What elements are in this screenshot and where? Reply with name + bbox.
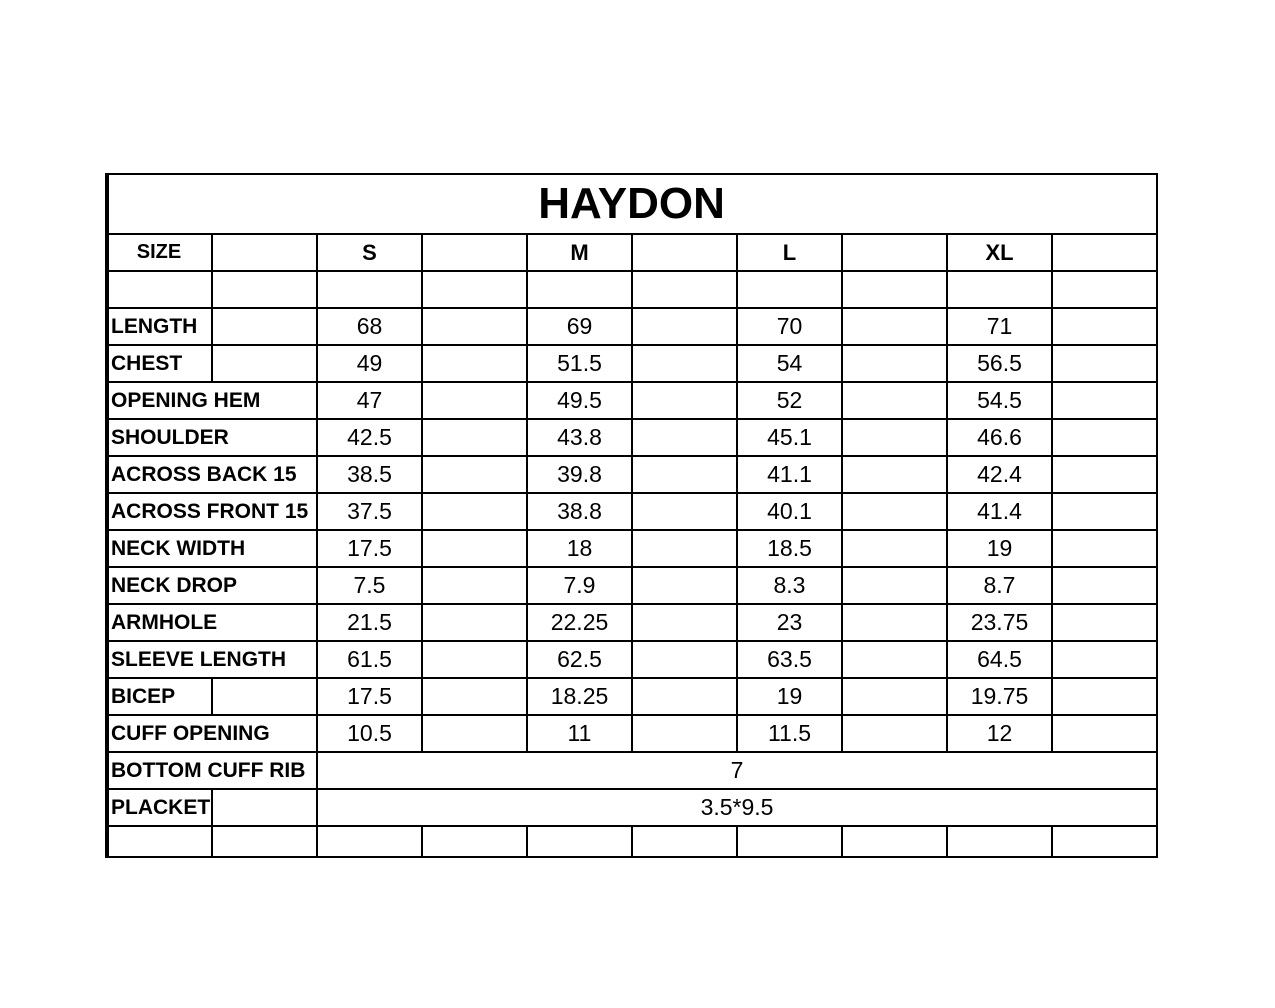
empty-cell (212, 678, 317, 715)
measurement-value: 37.5 (317, 493, 422, 530)
empty-cell (632, 826, 737, 857)
size-header-s: S (317, 234, 422, 271)
empty-cell (1052, 678, 1157, 715)
empty-cell (422, 641, 527, 678)
empty-cell (212, 826, 317, 857)
empty-cell (842, 530, 947, 567)
merged-measurement-row (106, 752, 1157, 789)
empty-cell (422, 604, 527, 641)
empty-cell (632, 308, 737, 345)
measurement-value: 69 (527, 308, 632, 345)
measurement-value: 42.5 (317, 419, 422, 456)
measurement-value: 63.5 (737, 641, 842, 678)
empty-cell (842, 678, 947, 715)
measurement-label: ACROSS BACK 15 (106, 456, 317, 493)
measurement-label: BICEP (106, 678, 212, 715)
measurement-label: CHEST (106, 345, 212, 382)
empty-cell (422, 826, 527, 857)
measurement-value: 8.7 (947, 567, 1052, 604)
empty-cell (737, 826, 842, 857)
empty-cell (1052, 456, 1157, 493)
measurement-value: 54 (737, 345, 842, 382)
empty-cell (1052, 567, 1157, 604)
measurement-value: 71 (947, 308, 1052, 345)
empty-cell (842, 419, 947, 456)
measurement-value: 46.6 (947, 419, 1052, 456)
measurement-label: ACROSS FRONT 15 (106, 493, 317, 530)
measurement-value: 38.8 (527, 493, 632, 530)
empty-cell (842, 641, 947, 678)
empty-cell (632, 456, 737, 493)
blank-row (106, 826, 1157, 857)
measurement-row (106, 382, 1157, 419)
empty-cell (842, 234, 947, 271)
measurement-value: 41.1 (737, 456, 842, 493)
measurement-label: ARMHOLE (106, 604, 317, 641)
measurement-value: 18.25 (527, 678, 632, 715)
measurement-row (106, 567, 1157, 604)
empty-cell (1052, 419, 1157, 456)
empty-cell (632, 715, 737, 752)
measurement-value: 19 (737, 678, 842, 715)
measurement-value: 68 (317, 308, 422, 345)
measurement-label: NECK DROP (106, 567, 317, 604)
measurement-value: 41.4 (947, 493, 1052, 530)
empty-cell (632, 530, 737, 567)
measurement-row (106, 641, 1157, 678)
empty-cell (632, 419, 737, 456)
empty-cell (1052, 493, 1157, 530)
empty-cell (842, 382, 947, 419)
empty-cell (422, 345, 527, 382)
empty-cell (106, 826, 212, 857)
measurement-label: BOTTOM CUFF RIB (106, 752, 317, 789)
measurement-value: 47 (317, 382, 422, 419)
empty-cell (632, 567, 737, 604)
empty-cell (842, 826, 947, 857)
empty-cell (632, 493, 737, 530)
measurement-value: 43.8 (527, 419, 632, 456)
empty-cell (1052, 715, 1157, 752)
measurement-value: 12 (947, 715, 1052, 752)
empty-cell (422, 382, 527, 419)
empty-cell (422, 567, 527, 604)
measurement-label: LENGTH (106, 308, 212, 345)
measurement-value: 17.5 (317, 678, 422, 715)
empty-cell (1052, 530, 1157, 567)
empty-cell (842, 493, 947, 530)
measurement-value: 70 (737, 308, 842, 345)
measurement-value: 19 (947, 530, 1052, 567)
empty-cell (1052, 308, 1157, 345)
empty-cell (1052, 641, 1157, 678)
measurement-value: 8.3 (737, 567, 842, 604)
measurement-value: 23.75 (947, 604, 1052, 641)
empty-cell (422, 456, 527, 493)
merged-value: 7 (317, 752, 1157, 789)
measurement-value: 39.8 (527, 456, 632, 493)
measurement-value: 18.5 (737, 530, 842, 567)
measurement-label: PLACKET (106, 789, 212, 826)
measurement-row (106, 308, 1157, 345)
size-column-label: SIZE (106, 234, 212, 271)
empty-cell (422, 493, 527, 530)
measurement-value: 21.5 (317, 604, 422, 641)
measurement-label: OPENING HEM (106, 382, 317, 419)
measurement-label: CUFF OPENING (106, 715, 317, 752)
measurement-row (106, 604, 1157, 641)
measurement-value: 42.4 (947, 456, 1052, 493)
empty-cell (212, 345, 317, 382)
merged-measurement-row (106, 789, 1157, 826)
empty-cell (632, 345, 737, 382)
empty-cell (317, 826, 422, 857)
empty-cell (632, 641, 737, 678)
measurement-value: 11 (527, 715, 632, 752)
measurement-value: 18 (527, 530, 632, 567)
empty-cell (422, 308, 527, 345)
empty-cell (1052, 604, 1157, 641)
empty-cell (212, 308, 317, 345)
measurement-value: 56.5 (947, 345, 1052, 382)
measurement-value: 22.25 (527, 604, 632, 641)
empty-cell (422, 715, 527, 752)
size-header-m: M (527, 234, 632, 271)
empty-cell (1052, 382, 1157, 419)
measurement-value: 38.5 (317, 456, 422, 493)
measurement-value: 23 (737, 604, 842, 641)
empty-cell (1052, 826, 1157, 857)
measurement-value: 19.75 (947, 678, 1052, 715)
merged-value: 3.5*9.5 (317, 789, 1157, 826)
empty-cell (842, 567, 947, 604)
empty-cell (422, 419, 527, 456)
size-spec-table (105, 173, 1158, 858)
measurement-value: 40.1 (737, 493, 842, 530)
measurement-value: 62.5 (527, 641, 632, 678)
empty-cell (422, 678, 527, 715)
measurement-value: 17.5 (317, 530, 422, 567)
measurement-value: 7.5 (317, 567, 422, 604)
sheet-title: HAYDON (106, 174, 1157, 234)
measurement-label: SLEEVE LENGTH (106, 641, 317, 678)
size-header-xl: XL (947, 234, 1052, 271)
measurement-row (106, 419, 1157, 456)
measurement-value: 49 (317, 345, 422, 382)
measurement-row (106, 678, 1157, 715)
empty-cell (422, 530, 527, 567)
size-header-row (106, 234, 1157, 271)
size-spec-sheet (105, 173, 1156, 858)
measurement-row (106, 530, 1157, 567)
empty-cell (422, 234, 527, 271)
measurement-row (106, 456, 1157, 493)
empty-cell (842, 715, 947, 752)
measurement-row (106, 345, 1157, 382)
measurement-value: 64.5 (947, 641, 1052, 678)
measurement-value: 10.5 (317, 715, 422, 752)
empty-cell (1052, 234, 1157, 271)
measurement-label: NECK WIDTH (106, 530, 317, 567)
empty-cell (842, 308, 947, 345)
measurement-row (106, 493, 1157, 530)
empty-cell (632, 678, 737, 715)
empty-cell (212, 234, 317, 271)
measurement-value: 7.9 (527, 567, 632, 604)
empty-cell (632, 382, 737, 419)
measurement-value: 51.5 (527, 345, 632, 382)
empty-cell (632, 234, 737, 271)
measurement-label: SHOULDER (106, 419, 317, 456)
measurement-value: 49.5 (527, 382, 632, 419)
measurement-value: 61.5 (317, 641, 422, 678)
empty-cell (842, 456, 947, 493)
size-header-l: L (737, 234, 842, 271)
empty-cell (842, 345, 947, 382)
empty-cell (1052, 345, 1157, 382)
measurement-row (106, 715, 1157, 752)
empty-cell (632, 604, 737, 641)
measurement-value: 11.5 (737, 715, 842, 752)
empty-cell (212, 789, 317, 826)
empty-cell (947, 826, 1052, 857)
blank-row (106, 271, 1157, 308)
measurement-value: 52 (737, 382, 842, 419)
empty-cell (527, 826, 632, 857)
empty-cell (842, 604, 947, 641)
measurement-value: 54.5 (947, 382, 1052, 419)
measurement-value: 45.1 (737, 419, 842, 456)
